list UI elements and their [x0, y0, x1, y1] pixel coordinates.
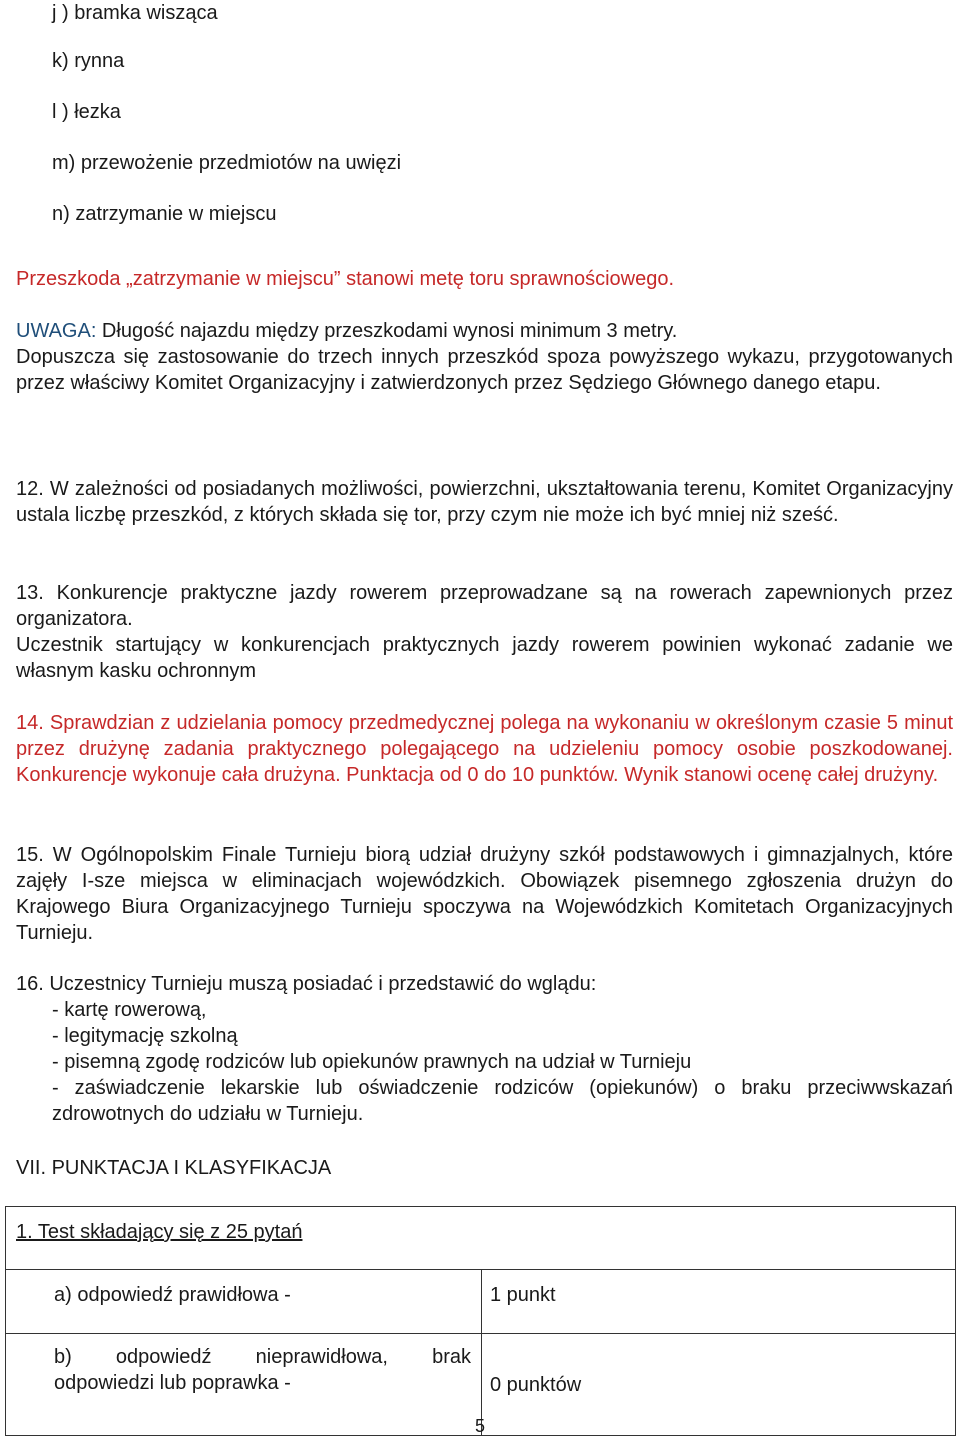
uwaga-label: UWAGA:	[16, 320, 97, 342]
point-16-list	[16, 997, 953, 1127]
obstacle-note: Przeszkoda „zatrzymanie w miejscu” stanowi metę toru sprawnościowego.	[16, 268, 675, 290]
score-label: a) odpowiedź prawidłowa -	[54, 1284, 291, 1306]
uwaga-paragraph	[16, 318, 953, 396]
scoring-table	[5, 1206, 956, 1436]
list-item: n) zatrzymanie w miejscu	[52, 203, 277, 225]
list-item: m) przewożenie przedmiotów na uwięzi	[52, 152, 402, 174]
scoring-table-title-cell	[6, 1207, 956, 1270]
point-13-second: Uczestnik startujący w konkurencjach praktycznych jazdy rowerem powinien wykonać zadanie we własnym kasku ochronnym	[16, 634, 953, 682]
score-label	[6, 1344, 471, 1396]
scoring-table-title: 1. Test składający się z 25 pytań	[16, 1221, 303, 1243]
score-points: 1 punkt	[490, 1284, 556, 1306]
point-14-text: Sprawdzian z udzielania pomocy przedmedycznej polega na wykonaniu w określonym czasie 5 minut przez drużynę zadania praktycznego polegającego na udzieleniu pomocy osobie poszkodowanej. Konkurencje wykonuje cała drużyna. Punktacja od 0 do 10 punktów. Wynik stanowi ocenę całej drużyny.	[16, 712, 953, 786]
point-14	[16, 710, 953, 788]
point-12: 12. W zależności od posiadanych możliwości, powierzchni, ukształtowania terenu, Komitet Organizacyjny ustala liczbę przeszkód, z których składa się tor, przy czym nie może ich być mniej niż sześć.	[16, 478, 953, 526]
table-row	[6, 1270, 956, 1334]
score-points: 0 punktów	[490, 1374, 582, 1396]
score-label-line-1: b) odpowiedź nieprawidłowa, brak	[54, 1346, 471, 1368]
list-item: - zaświadczenie lekarskie lub oświadczenie rodziców (opiekunów) o braku przeciwwskazań zdrowotnych do udziału w Turnieju.	[52, 1077, 953, 1125]
list-item: j ) bramka wisząca	[52, 2, 218, 24]
table-cell-label	[6, 1270, 482, 1334]
point-16-intro: 16. Uczestnicy Turnieju muszą posiadać i przedstawić do wglądu:	[16, 973, 597, 995]
uwaga-text: Długość najazdu między przeszkodami wynosi minimum 3 metry.	[96, 320, 678, 342]
point-15: 15. W Ogólnopolskim Finale Turnieju biorą udział drużyny szkół podstawowych i gimnazjalnych, które zajęły I-sze miejsca w eliminacjach wojewódzkich. Obowiązek pisemnego zgłoszenia drużyn do Krajowego Biura Organizacyjnego Turnieju spoczywa na Wojewódzkich Komitetach Organizacyjnych Turnieju.	[16, 844, 953, 944]
list-item: k) rynna	[52, 50, 125, 72]
list-item: - legitymację szkolną	[52, 1025, 238, 1047]
uwaga-continuation: Dopuszcza się zastosowanie do trzech innych przeszkód spoza powyższego wykazu, przygotowanych przez właściwy Komitet Organizacyjny i zatwierdzonych przez Sędziego Głównego danego etapu.	[16, 346, 953, 394]
page-number: 5	[474, 1416, 485, 1436]
point-16	[16, 971, 953, 1127]
point-13-first: 13. Konkurencje praktyczne jazdy rowerem przeprowadzane są na rowerach zapewnionych przez organizatora.	[16, 582, 953, 630]
point-13	[16, 580, 953, 684]
list-item: - pisemną zgodę rodziców lub opiekunów prawnych na udział w Turnieju	[52, 1051, 692, 1073]
point-14-number: 14.	[16, 712, 44, 734]
list-item: - kartę rowerową,	[52, 999, 207, 1021]
table-cell-points	[482, 1270, 956, 1334]
section-heading: VII. PUNKTACJA I KLASYFIKACJA	[16, 1157, 332, 1179]
score-label-line-2: odpowiedzi lub poprawka -	[54, 1372, 291, 1394]
list-item: l ) łezka	[52, 101, 121, 123]
